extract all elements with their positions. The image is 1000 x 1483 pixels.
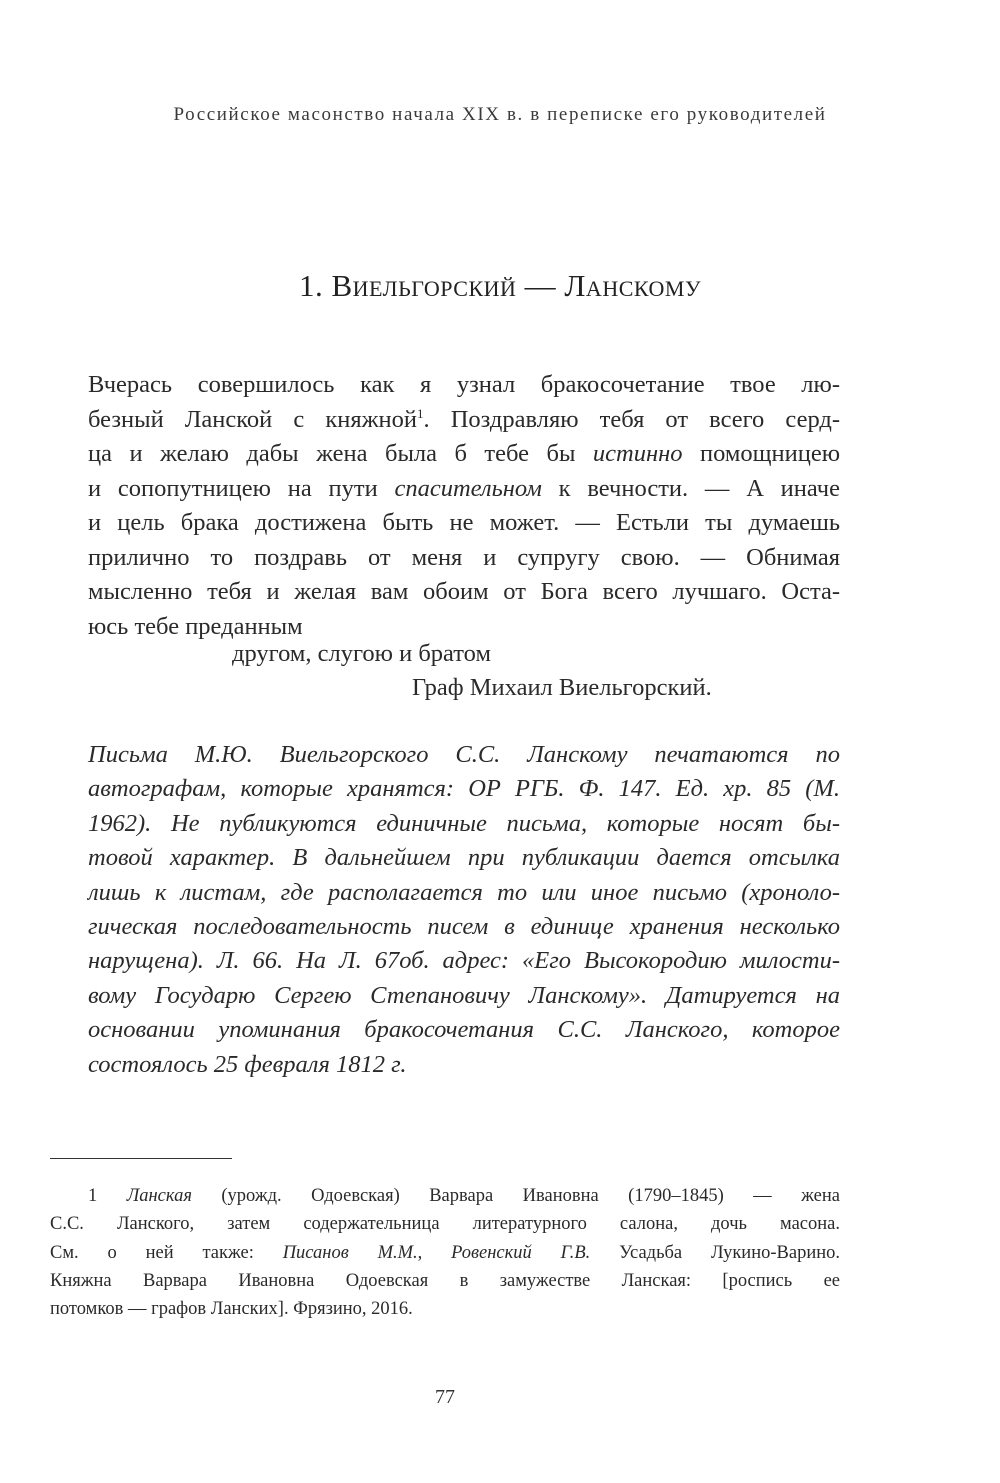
letter-line — [88, 472, 840, 507]
letter-text: прилично то поздравь от меня и супругу свою. — Обнимая — [88, 543, 840, 571]
letter-line — [88, 368, 840, 403]
note-line: автографам, которые хранятся: ОР РГБ. Ф. 147. Ед. хр. 85 (М. — [88, 775, 840, 803]
chapter-title: 1. Виельгорский — Ланскому — [298, 268, 702, 303]
footnote-divider — [50, 1158, 232, 1159]
letter-line — [88, 437, 840, 472]
note-line: 1962). Не публикуются единичные письма, которые носят бы- — [88, 809, 840, 837]
page-number: 77 — [435, 1386, 455, 1408]
letter-text: и сопопутницею на пути — [88, 474, 395, 502]
letter-text: . Поздравляю тебя от всего серд- — [423, 405, 840, 433]
emphasis-text: спасительном — [394, 474, 542, 502]
note-line: товой характер. В дальнейшем при публикации дается отсылка — [88, 844, 840, 872]
letter-line — [88, 403, 840, 438]
letter-line — [88, 506, 840, 541]
note-line: лишь к листам, где располагается то или иное письмо (хроноло- — [88, 878, 840, 906]
letter-body — [88, 368, 840, 644]
note-line: нарущена). Л. 66. На Л. 67об. адрес: «Его Высокородию милости- — [88, 947, 840, 975]
note-line: вому Государю Сергею Степановичу Ланскому». Датируется на — [88, 981, 840, 1009]
footnote-text: См. о ней также: — [50, 1242, 283, 1263]
footnote-author: Писанов М.М. — [282, 1242, 418, 1263]
letter-signature: Граф Михаил Виельгорский. — [412, 674, 712, 701]
footnote-text: (урожд. Одоевская) Варвара Ивановна (1790–1845) — жена — [191, 1186, 841, 1206]
footnote-line — [50, 1239, 840, 1267]
footnote — [50, 1182, 840, 1323]
footnote-number: 1 — [88, 1186, 98, 1206]
letter-line — [88, 575, 840, 610]
letter-text: мысленно тебя и желая вам обоим от Бога всего лучшаго. Оста- — [88, 578, 840, 605]
footnote-emphasis: Ланская — [126, 1186, 192, 1206]
letter-line — [88, 610, 840, 645]
letter-text: Вчерась совершилось как я узнал бракосочетание твое лю- — [88, 371, 840, 398]
footnote-line: Княжна Варвара Ивановна Одоевская в замужестве Ланская: [роспись ее — [50, 1270, 840, 1291]
footnote-text: Усадьба Лукино-Варино. — [590, 1242, 840, 1263]
footnote-text: , — [417, 1242, 452, 1263]
footnote-line: С.С. Ланского, затем содержательница литературного салона, дочь масона. — [50, 1214, 840, 1235]
note-line: Письма М.Ю. Виельгорского С.С. Ланскому печатаются по — [88, 741, 840, 768]
footnote-reference: 1 — [417, 405, 424, 421]
letter-text: помощницею — [682, 440, 841, 467]
note-line: гическая последовательность писем в единице хранения несколько — [88, 913, 840, 941]
letter-text: юсь тебе преданным — [88, 612, 303, 640]
emphasis-text: истинно — [592, 440, 683, 467]
letter-closing: другом, слугою и братом — [232, 640, 491, 667]
footnote-line: потомков — графов Ланских]. Фрязино, 2016. — [50, 1299, 413, 1320]
footnote-line — [50, 1182, 840, 1210]
note-line: основании упоминания бракосочетания С.С. Ланского, которое — [88, 1016, 840, 1044]
letter-text: к вечности. — А иначе — [541, 474, 840, 502]
editorial-note — [88, 738, 840, 1082]
running-head: Российское масонство начала XIX в. в переписке его руководителей — [173, 104, 827, 125]
letter-text: безный Ланской с княжной — [88, 405, 418, 433]
letter-text: и цель брака достижена быть не может. — Естьли ты думаешь — [88, 509, 840, 536]
letter-line — [88, 541, 840, 576]
footnote-author: Ровенский Г.В. — [451, 1242, 591, 1263]
note-line: состоялось 25 февраля 1812 г. — [88, 1050, 407, 1078]
letter-text: ца и желаю дабы жена была б тебе бы — [88, 440, 593, 467]
